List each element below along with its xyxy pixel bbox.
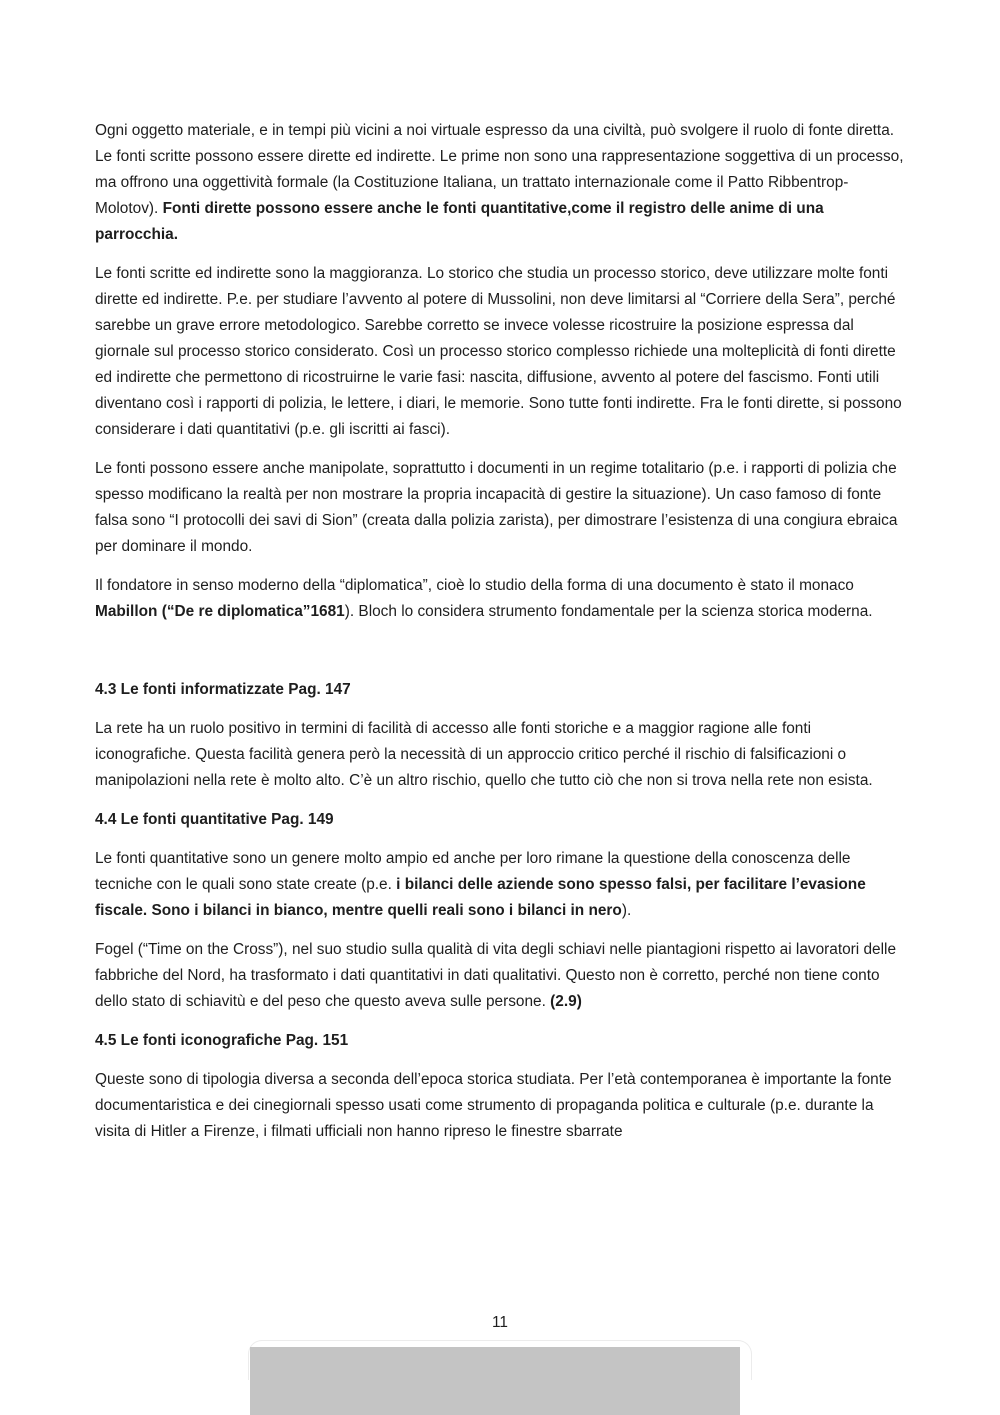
- paragraph-text: Le fonti scritte ed indirette sono la maggioranza. Lo storico che studia un processo storico, deve utilizzare molte fonti dirette ed indirette. P.e. per studiare l’avvento al potere di Mussolini, non deve limitarsi al “Corriere della Sera”, perché sarebbe un grave errore metodologico. Sarebbe corretto se invece volesse ricostruire la posizione espressa dal giornale sul processo storico considerato. Così un processo storico complesso richiede una molteplicità di fonti dirette ed indirette che permettono di ricostruirne le varie fasi: nascita, diffusione, avvento al potere del fascismo. Fonti utili diventano così i rapporti di polizia, le lettere, i diari, le memorie. Sono tutte fonti indirette. Fra le fonti dirette, si possono considerare i dati quantitativi (p.e. gli iscritti ai fasci).: [95, 265, 902, 438]
- paragraph-text: Le fonti quantitative sono un genere molto ampio ed anche per loro rimane la questione della conoscenza delle tecniche con le quali sono state create (p.e.: [95, 850, 851, 893]
- paragraph-fonti-quantitative: [95, 846, 910, 924]
- paragraph-fonti-manipolate: [95, 456, 910, 560]
- paragraph-diplomatica: [95, 573, 910, 625]
- paragraph-bold-text: (2.9): [550, 993, 582, 1010]
- paragraph-bold-text: Mabillon (“De re diplomatica”1681: [95, 603, 345, 620]
- paragraph-text: Ogni oggetto materiale, e in tempi più vicini a noi virtuale espresso da una civiltà, può svolgere il ruolo di fonte diretta. Le fonti scritte possono essere dirette ed indirette. Le prime non sono una rappresentazione soggettiva di un processo, ma offrono una oggettività formale (la Costituzione Italiana, un trattato internazionale come il Patto Ribbentrop-Molotov).: [95, 122, 904, 217]
- paragraph-text: Le fonti possono essere anche manipolate, soprattutto i documenti in un regime totalitario (p.e. i rapporti di polizia che spesso modificano la realtà per non mostrare la propria incapacità di gestire la situazione). Un caso famoso di fonte falsa sono “I protocolli dei savi di Sion” (creata dalla polizia zarista), per dimostrare l’esistenza di una congiura ebraica per dominare il mondo.: [95, 460, 898, 555]
- paragraph-text: ). Bloch lo considera strumento fondamentale per la scienza storica moderna.: [344, 603, 873, 620]
- paragraph-fonti-iconografiche: [95, 1067, 910, 1145]
- heading-4-3: 4.3 Le fonti informatizzate Pag. 147: [95, 681, 351, 698]
- paragraph-fonti-indirette: [95, 261, 910, 443]
- paragraph-fogel: [95, 937, 910, 1015]
- page-number: 11: [492, 1314, 508, 1331]
- paragraph-fonti-dirette: [95, 118, 910, 248]
- paragraph-text: La rete ha un ruolo positivo in termini di facilità di accesso alle fonti storiche e a maggior ragione alle fonti iconografiche. Questa facilità genera però la necessità di un approccio critico perché il rischio di falsificazioni o manipolazioni nella rete è molto alto. C’è un altro rischio, quello che tutto ciò che non si trova nella rete non esista.: [95, 720, 873, 789]
- paragraph-text: Queste sono di tipologia diversa a seconda dell’epoca storica studiata. Per l’età contemporanea è importante la fonte documentaristica e dei cinegiornali spesso usati come strumento di propaganda politica e culturale (p.e. durante la visita di Hitler a Firenze, i filmati ufficiali non hanno ripreso le finestre sbarrate: [95, 1071, 892, 1140]
- footer-gray-box: [250, 1347, 740, 1415]
- heading-4-5: 4.5 Le fonti iconografiche Pag. 151: [95, 1032, 349, 1049]
- paragraph-bold-text: i bilanci delle aziende sono spesso falsi, per facilitare l’evasione fiscale. Sono i bilanci in bianco, mentre quelli reali sono i bilanci in nero: [95, 876, 866, 919]
- paragraph-fonti-informatizzate: [95, 716, 910, 794]
- paragraph-text: Il fondatore in senso moderno della “diplomatica”, cioè lo studio della forma di una documento è stato il monaco: [95, 577, 854, 594]
- paragraph-text: ).: [621, 902, 632, 919]
- heading-4-4: 4.4 Le fonti quantitative Pag. 149: [95, 811, 334, 828]
- document-body: [95, 118, 910, 1158]
- paragraph-bold-text: Fonti dirette possono essere anche le fonti quantitative,come il registro delle anime di una parrocchia.: [95, 200, 824, 243]
- paragraph-text: Fogel (“Time on the Cross”), nel suo studio sulla qualità di vita degli schiavi nelle piantagioni rispetto ai lavoratori delle fabbriche del Nord, ha trasformato i dati quantitativi in dati qualitativi. Questo non è corretto, perché non tiene conto dello stato di schiavitù e del peso che questo aveva sulle persone.: [95, 941, 897, 1010]
- section-spacer: [95, 638, 910, 677]
